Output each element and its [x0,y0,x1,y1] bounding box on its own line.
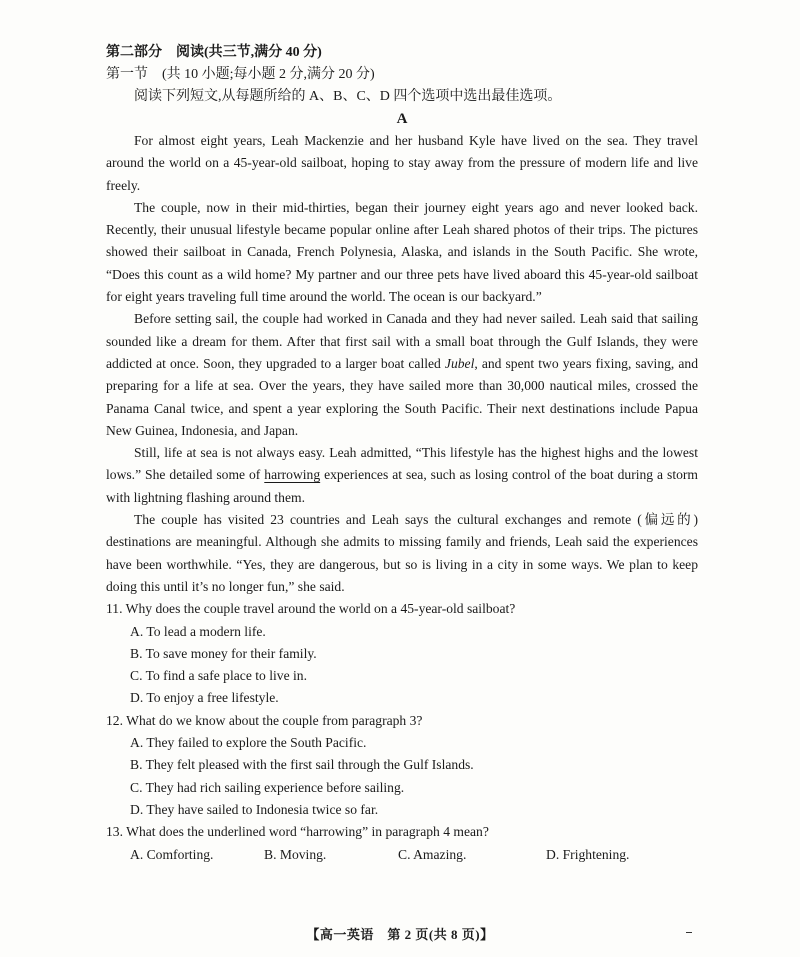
section-heading: 第一节 (共 10 小题;每小题 2 分,满分 20 分) [106,67,375,82]
question-11-option-b[interactable]: B. To save money for their family. [130,645,317,661]
passage-title: A [396,111,408,127]
paragraph-5: The couple has visited 23 countries and Leah says the cultural exchanges and remote (偏远的) destinations are meaningful. Although she admits to missing family and friends, Leah said the experiences have been worthwhile. “Yes, they are dangerous, but so is living in a city in some ways. We plan to keep doing this until it’s no longer fun,” she said. [106,512,698,594]
paragraph-3-part-b: , and spent two years fixing, saving, and preparing for a life at sea. Over the years, they have sailed more than 30,000 nautical miles, crossed the Panama Canal twice, and spent a year exploring the South Pacific. Their next destinations include Papua New Guinea, Indonesia, and Japan. [106,355,699,438]
part-heading: 第二部分 阅读(共三节,满分 40 分) [106,45,322,60]
paragraph-4-part-a: Still, life at sea is not always easy. Leah admitted, “This lifestyle has the highest highs and the lowest lows.” She detailed some of [106,445,698,483]
instruction-text: 阅读下列短文,从每题所给的 A、B、C、D 四个选项中选出最佳选项。 [134,89,562,104]
question-12-option-d[interactable]: D. They have sailed to Indonesia twice so far. [130,801,379,817]
question-11-stem: 11. Why does the couple travel around the world on a 45-year-old sailboat? [106,601,516,617]
question-13-stem: 13. What does the underlined word “harrowing” in paragraph 4 mean? [106,824,489,840]
paragraph-4-part-b: experiences at sea, such as losing control of the boat during a storm with lightning flashing around them. [106,467,698,505]
question-12-option-a[interactable]: A. They failed to explore the South Pacific. [130,735,367,751]
underlined-word: harrowing [264,467,321,483]
question-11-option-c[interactable]: C. To find a safe place to live in. [130,668,307,684]
question-11-option-d[interactable]: D. To enjoy a free lifestyle. [130,690,279,706]
question-13-option-c[interactable]: C. Amazing. [398,846,467,862]
paragraph-3 [106,308,698,442]
question-12 [106,710,698,821]
paragraph-3-part-a: Before setting sail, the couple had worked in Canada and they had never sailed. Leah said that sailing sounded like a dream for them. After that first sail with a small boat through the Gulf Islands, they were addicted at once. Soon, they upgraded to a larger boat called [106,311,698,371]
paragraph-1: For almost eight years, Leah Mackenzie and her husband Kyle have lived on the sea. They travel around the world on a 45-year-old sailboat, hoping to stay away from the pressure of modern life and live freely. [106,133,698,193]
question-12-option-c[interactable]: C. They had rich sailing experience before sailing. [130,779,405,795]
question-12-stem: 12. What do we know about the couple from paragraph 3? [106,712,423,728]
question-13-option-a[interactable]: A. Comforting. [130,846,214,862]
paragraph-4 [106,442,698,509]
boat-name: Jubel [444,355,475,371]
exam-page [106,42,698,866]
page-footer: 【高一英语 第 2 页(共 8 页)】 [306,927,494,942]
question-13-options [106,844,698,866]
question-13-option-d[interactable]: D. Frightening. [546,846,630,862]
question-13-option-b[interactable]: B. Moving. [264,846,327,862]
question-11-option-a[interactable]: A. To lead a modern life. [130,623,266,639]
question-12-option-b[interactable]: B. They felt pleased with the first sail through the Gulf Islands. [130,757,474,773]
paragraph-2: The couple, now in their mid-thirties, began their journey eight years ago and never looked back. Recently, their unusual lifestyle became popular online after Leah shared photos of their trips. The pictures showed their sailboat in Canada, French Polynesia, Alaska, and islands in the South Pacific. She wrote, “Does this count as a wild home? My partner and our three pets have lived aboard this 45-year-old sailboat for eight years traveling full time around the world. The ocean is our backyard.” [106,199,698,305]
question-11 [106,598,698,709]
question-13 [106,821,698,866]
corner-mark [686,932,692,933]
